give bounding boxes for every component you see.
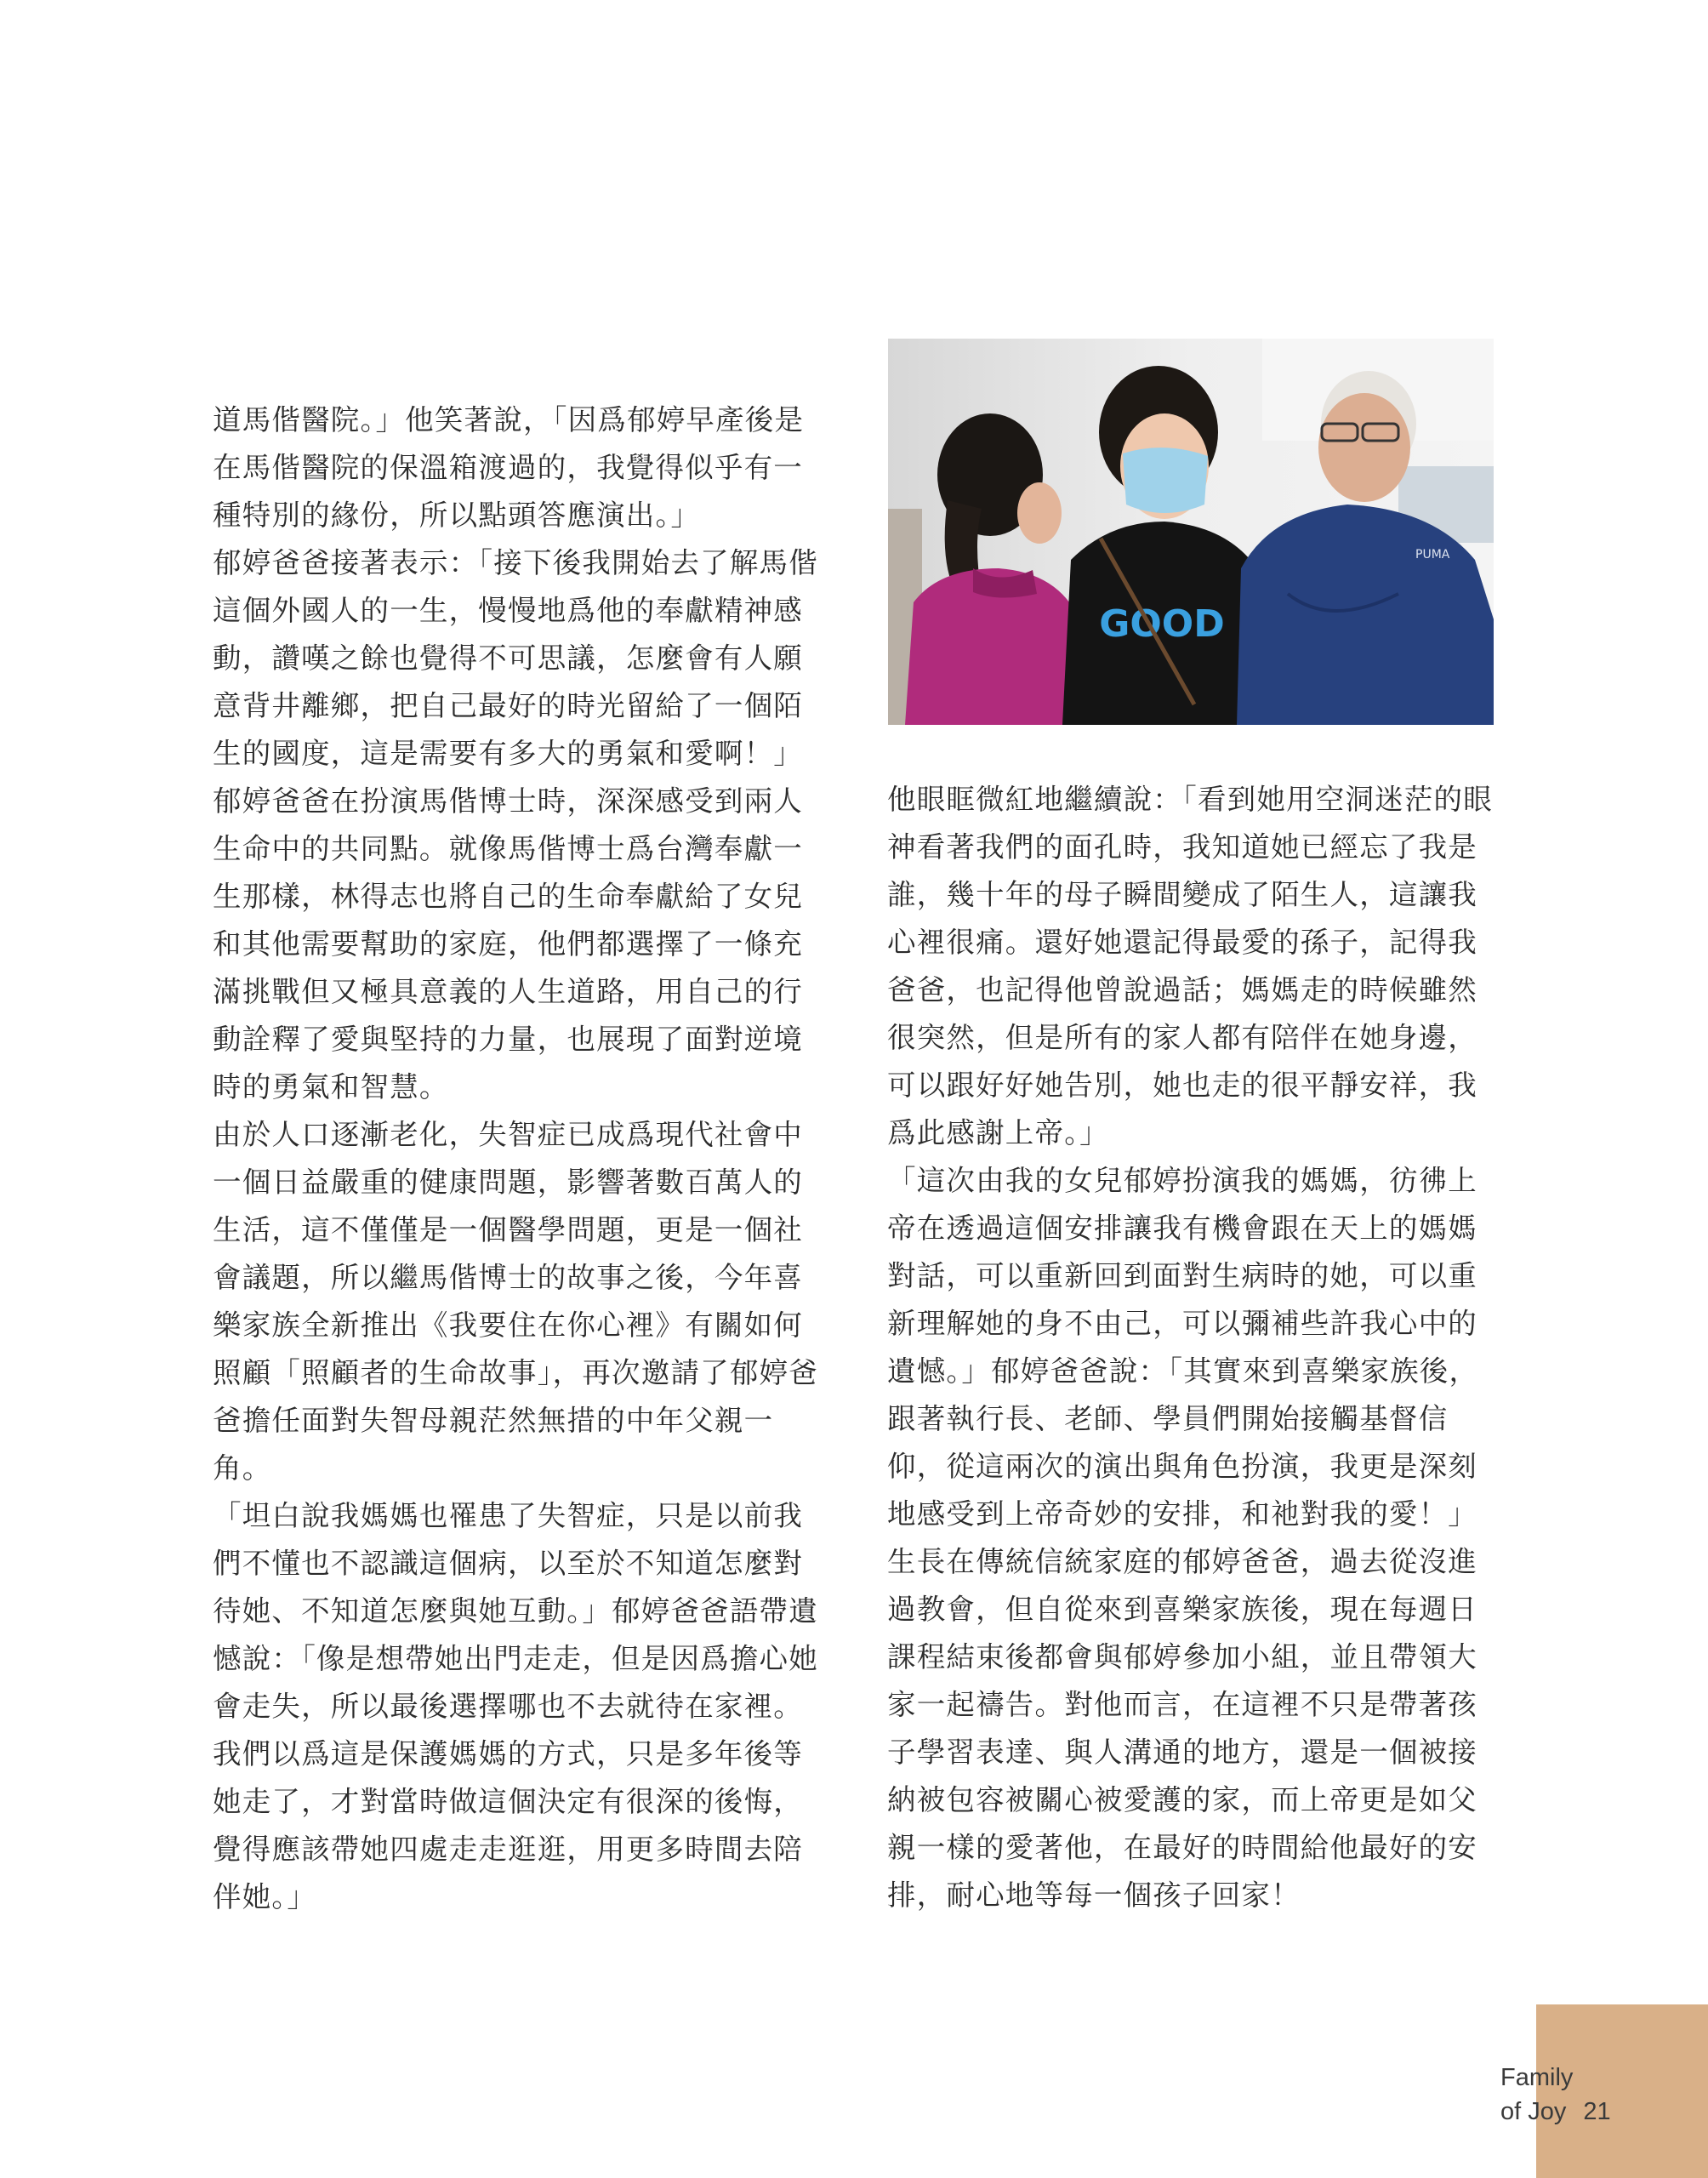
shirt-print: GOOD — [1099, 602, 1225, 646]
paragraph: 郁婷爸爸接著表示：「接下後我開始去了解馬偕這個外國人的一生，慢慢地爲他的奉獻精神感動，讚嘆之餘也覺得不可思議，怎麼會有人願意背井離鄉，把自己最好的時光留給了一個陌生的國度，這是需要有多大的勇氣和愛啊！」 — [213, 546, 818, 770]
paragraph: 「坦白說我媽媽也罹患了失智症，只是以前我們不懂也不認識這個病，以至於不知道怎麼對待她、不知道怎麼與她互動。」郁婷爸爸語帶遺憾說：「像是想帶她出門走走，但是因爲擔心她會走失，所以最後選擇哪也不去就待在家裡。我們以爲這是保護媽媽的方式，只是多年後等她走了，才對當時做這個決定有很深的後悔，覺得應該帶她四處走走逛逛，用更多時間去陪伴她。」 — [213, 1499, 818, 1913]
page-number: 21 — [1583, 2098, 1611, 2125]
paragraph: 郁婷爸爸在扮演馬偕博士時，深深感受到兩人生命中的共同點。就像馬偕博士爲台灣奉獻一生那樣，林得志也將自己的生命奉獻給了女兒和其他需要幫助的家庭，他們都選擇了一條充滿挑戰但又極具意義的人生道路，用自己的行動詮釋了愛與堅持的力量，也展現了面對逆境時的勇氣和智慧。 — [213, 784, 803, 1103]
paragraph: 由於人口逐漸老化，失智症已成爲現代社會中一個日益嚴重的健康問題，影響著數百萬人的生活，這不僅僅是一個醫學問題，更是一個社會議題，所以繼馬偕博士的故事之後，今年喜樂家族全新推出《我要住在你心裡》有關如何照顧「照顧者的生命故事」，再次邀請了郁婷爸爸擔任面對失智母親茫然無措的中年父親一角。 — [213, 1118, 818, 1485]
left-column — [213, 396, 825, 1921]
right-column — [887, 776, 1500, 1919]
paragraph: 他眼眶微紅地繼續說：「看到她用空洞迷茫的眼神看著我們的面孔時，我知道她已經忘了我是誰，幾十年的母子瞬間變成了陌生人，這讓我心裡很痛。還好她還記得最愛的孫子，記得我爸爸，也記得他曾說過話；媽媽走的時候雖然很突然，但是所有的家人都有陪伴在她身邊，可以跟好好她告別，她也走的很平靜安祥，我爲此感謝上帝。」 — [887, 783, 1493, 1149]
paragraph: 道馬偕醫院。」他笑著說，「因爲郁婷早產後是在馬偕醫院的保溫箱渡過的，我覺得似乎有一種特別的緣份，所以點頭答應演出。」 — [213, 403, 805, 532]
magazine-name-line2: of Joy — [1500, 2098, 1567, 2125]
magazine-name-line1: Family — [1500, 2064, 1574, 2091]
paragraph: 「這次由我的女兒郁婷扮演我的媽媽，彷彿上帝在透過這個安排讓我有機會跟在天上的媽媽對話，可以重新回到面對生病時的她，可以重新理解她的身不由己，可以彌補些許我心中的遺憾。」郁婷爸爸說：「其實來到喜樂家族後，跟著執行長、老師、學員們開始接觸基督信仰，從這兩次的演出與角色扮演，我更是深刻地感受到上帝奇妙的安排，和祂對我的愛！」 — [887, 1164, 1479, 1531]
photo-illustration — [888, 339, 1494, 725]
paragraph: 生長在傳統信統家庭的郁婷爸爸，過去從沒進過教會，但自從來到喜樂家族後，現在每週日課程結束後都會與郁婷參加小組，並且帶領大家一起禱告。對他而言，在這裡不只是帶著孩子學習表達、與人溝通的地方，還是一個被接納被包容被關心被愛護的家，而上帝更是如父親一樣的愛著他，在最好的時間給他最好的安排，耐心地等每一個孩子回家！ — [887, 1545, 1477, 1912]
page-footer — [1500, 2061, 1611, 2129]
article-photo — [888, 339, 1494, 725]
shirt-logo: PUMA — [1415, 548, 1450, 562]
